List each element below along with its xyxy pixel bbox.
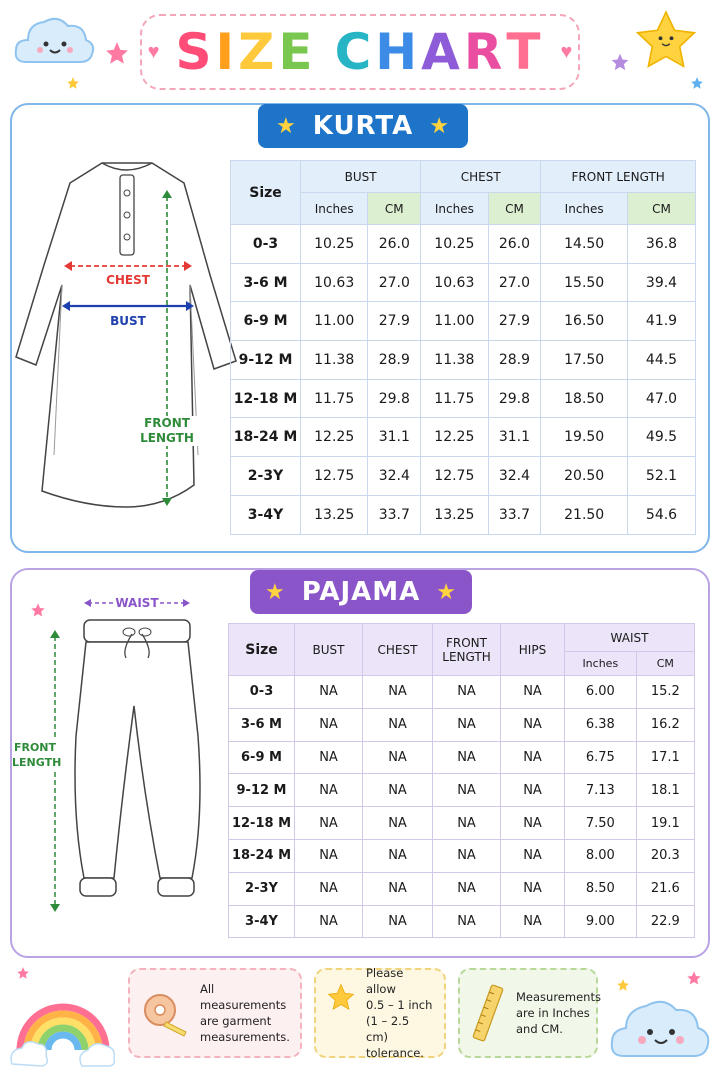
value-cell: 33.7 (488, 495, 541, 534)
kurta-illustration (14, 155, 240, 525)
size-cell: 18-24 M (231, 418, 301, 457)
size-cell: 0-3 (229, 676, 295, 709)
table-row (231, 418, 696, 457)
value-cell: NA (501, 708, 565, 741)
value-cell: NA (363, 839, 433, 872)
value-cell: NA (501, 839, 565, 872)
value-cell: 20.50 (541, 457, 628, 496)
cm-subheader: CM (636, 652, 694, 676)
value-cell: 8.50 (565, 872, 637, 905)
cm-subheader: CM (488, 193, 541, 225)
purple-star-icon (610, 52, 630, 72)
value-cell: 16.2 (636, 708, 694, 741)
value-cell: 16.50 (541, 302, 628, 341)
star-icon: ★ (436, 579, 458, 605)
table-row (229, 741, 695, 774)
value-cell: 28.9 (368, 341, 421, 380)
size-cell: 2-3Y (229, 872, 295, 905)
table-row (229, 708, 695, 741)
star-icon: ★ (264, 579, 286, 605)
value-cell: 9.00 (565, 905, 637, 938)
value-cell: NA (363, 774, 433, 807)
value-cell: 27.9 (488, 302, 541, 341)
chest-header: CHEST (363, 624, 433, 676)
chest-label: CHEST (106, 273, 150, 287)
value-cell: NA (501, 741, 565, 774)
value-cell: 7.50 (565, 807, 637, 840)
value-cell: 6.75 (565, 741, 637, 774)
value-cell: 29.8 (368, 379, 421, 418)
size-cell: 0-3 (231, 225, 301, 264)
value-cell: NA (433, 741, 501, 774)
table-row (231, 225, 696, 264)
value-cell: 8.00 (565, 839, 637, 872)
value-cell: 10.63 (301, 263, 368, 302)
value-cell: 49.5 (628, 418, 696, 457)
value-cell: 15.2 (636, 676, 694, 709)
bust-arrow (62, 299, 194, 313)
table-row (231, 302, 696, 341)
value-cell: 13.25 (421, 495, 488, 534)
blue-star-small-icon (690, 76, 704, 90)
front-length-header: FRONT LENGTH (433, 624, 501, 676)
inches-subheader: Inches (421, 193, 488, 225)
value-cell: 11.00 (301, 302, 368, 341)
value-cell: 31.1 (368, 418, 421, 457)
value-cell: NA (295, 872, 363, 905)
table-row (229, 839, 695, 872)
size-cell: 18-24 M (229, 839, 295, 872)
value-cell: 11.38 (421, 341, 488, 380)
title-frame (140, 14, 580, 90)
value-cell: 12.25 (301, 418, 368, 457)
value-cell: 13.25 (301, 495, 368, 534)
inches-subheader: Inches (301, 193, 368, 225)
value-cell: 32.4 (368, 457, 421, 496)
size-cell: 3-6 M (229, 708, 295, 741)
value-cell: NA (433, 872, 501, 905)
pajama-size-table (228, 623, 695, 938)
rainbow-icon (10, 984, 116, 1068)
title-letter: H (375, 23, 422, 81)
value-cell: NA (433, 676, 501, 709)
cm-subheader: CM (628, 193, 696, 225)
table-row (231, 457, 696, 496)
size-cell: 3-4Y (229, 905, 295, 938)
inches-subheader: Inches (541, 193, 628, 225)
value-cell: NA (295, 708, 363, 741)
table-row (231, 379, 696, 418)
value-cell: 10.63 (421, 263, 488, 302)
kurta-size-table (230, 160, 696, 535)
value-cell: 20.3 (636, 839, 694, 872)
table-row (231, 263, 696, 302)
value-cell: NA (295, 741, 363, 774)
value-cell: NA (433, 807, 501, 840)
title-letter: T (506, 23, 545, 81)
table-row (229, 807, 695, 840)
value-cell: 6.38 (565, 708, 637, 741)
size-cell: 3-6 M (231, 263, 301, 302)
bust-header: BUST (301, 161, 421, 193)
pink-star-icon (686, 970, 702, 986)
value-cell: 12.75 (421, 457, 488, 496)
value-cell: NA (501, 774, 565, 807)
value-cell: 15.50 (541, 263, 628, 302)
value-cell: NA (501, 872, 565, 905)
star-icon: ★ (429, 113, 450, 139)
value-cell: 26.0 (488, 225, 541, 264)
value-cell: 22.9 (636, 905, 694, 938)
inches-subheader: Inches (565, 652, 637, 676)
value-cell: 14.50 (541, 225, 628, 264)
value-cell: NA (295, 774, 363, 807)
size-cell: 12-18 M (229, 807, 295, 840)
value-cell: NA (501, 807, 565, 840)
value-cell: 33.7 (368, 495, 421, 534)
cloud-face-icon (608, 990, 712, 1062)
value-cell: 12.75 (301, 457, 368, 496)
front-length-header: FRONT LENGTH (541, 161, 696, 193)
value-cell: 21.6 (636, 872, 694, 905)
size-cell: 2-3Y (231, 457, 301, 496)
pink-star-icon (30, 602, 46, 618)
table-row (231, 341, 696, 380)
value-cell: NA (363, 872, 433, 905)
value-cell: 17.1 (636, 741, 694, 774)
cm-subheader: CM (368, 193, 421, 225)
value-cell: 11.00 (421, 302, 488, 341)
value-cell: NA (433, 708, 501, 741)
title-letter: C (334, 23, 376, 81)
value-cell: 54.6 (628, 495, 696, 534)
title-letter: I (215, 23, 239, 81)
yellow-star-small-icon (66, 76, 80, 90)
heart-icon: ♥ (147, 40, 160, 63)
value-cell: 47.0 (628, 379, 696, 418)
value-cell: 32.4 (488, 457, 541, 496)
value-cell: NA (295, 676, 363, 709)
value-cell: 39.4 (628, 263, 696, 302)
size-cell: 6-9 M (229, 741, 295, 774)
front-length-label: FRONT LENGTH (136, 416, 198, 446)
title-letter: Z (238, 23, 279, 81)
size-cell: 3-4Y (231, 495, 301, 534)
value-cell: 36.8 (628, 225, 696, 264)
pajama-illustration (62, 616, 212, 916)
bust-label: BUST (110, 314, 146, 328)
table-row (229, 774, 695, 807)
value-cell: NA (433, 839, 501, 872)
size-header: Size (229, 624, 295, 676)
value-cell: 31.1 (488, 418, 541, 457)
value-cell: 11.75 (421, 379, 488, 418)
size-header: Size (231, 161, 301, 225)
value-cell: 11.75 (301, 379, 368, 418)
table-row (229, 872, 695, 905)
value-cell: NA (363, 708, 433, 741)
chest-header: CHEST (421, 161, 541, 193)
pajama-front-length-arrow (48, 630, 62, 912)
pink-star-icon (104, 40, 130, 66)
value-cell: 7.13 (565, 774, 637, 807)
value-cell: NA (295, 905, 363, 938)
value-cell: 41.9 (628, 302, 696, 341)
pajama-front-length-label: FRONT LENGTH (12, 741, 62, 769)
value-cell: NA (433, 905, 501, 938)
pink-star-icon (16, 966, 30, 980)
value-cell: NA (433, 774, 501, 807)
title-letter: S (175, 23, 216, 81)
value-cell: 19.50 (541, 418, 628, 457)
value-cell: 28.9 (488, 341, 541, 380)
value-cell: 6.00 (565, 676, 637, 709)
value-cell: NA (363, 676, 433, 709)
value-cell: 26.0 (368, 225, 421, 264)
pajama-title: PAJAMA (301, 577, 421, 607)
ruler-icon (470, 983, 506, 1043)
star-icon: ★ (276, 113, 297, 139)
size-cell: 6-9 M (231, 302, 301, 341)
value-cell: 10.25 (421, 225, 488, 264)
title-letter: R (463, 23, 507, 81)
cloud-face-icon (12, 10, 96, 68)
value-cell: 11.38 (301, 341, 368, 380)
value-cell: 52.1 (628, 457, 696, 496)
value-cell: 27.0 (368, 263, 421, 302)
kurta-title: KURTA (312, 111, 414, 141)
bust-header: BUST (295, 624, 363, 676)
value-cell: NA (363, 807, 433, 840)
value-cell: NA (501, 905, 565, 938)
heart-icon: ♥ (560, 40, 573, 63)
note-garment-measurements: All measurements are garment measurements. (128, 968, 302, 1058)
size-cell: 9-12 M (229, 774, 295, 807)
smiling-star-icon (632, 8, 700, 74)
value-cell: 27.0 (488, 263, 541, 302)
hips-header: HIPS (501, 624, 565, 676)
waist-header: WAIST (565, 624, 695, 652)
value-cell: 12.25 (421, 418, 488, 457)
page-title (176, 23, 545, 81)
note-units: Measurements are in Inches and CM. (458, 968, 598, 1058)
star-icon (326, 982, 356, 1012)
value-cell: NA (295, 839, 363, 872)
note-tolerance: Please allow 0.5 – 1 inch (1 – 2.5 cm) tolerance. (314, 968, 446, 1058)
value-cell: 18.50 (541, 379, 628, 418)
pajama-banner (250, 570, 472, 614)
value-cell: 19.1 (636, 807, 694, 840)
value-cell: NA (501, 676, 565, 709)
value-cell: NA (363, 741, 433, 774)
waist-label: WAIST (115, 596, 159, 610)
value-cell: 21.50 (541, 495, 628, 534)
title-letter: A (421, 23, 464, 81)
value-cell: 44.5 (628, 341, 696, 380)
value-cell: NA (295, 807, 363, 840)
title-letter: E (278, 23, 317, 81)
table-row (229, 905, 695, 938)
table-row (231, 495, 696, 534)
value-cell: 27.9 (368, 302, 421, 341)
table-row (229, 676, 695, 709)
kurta-banner (258, 104, 468, 148)
value-cell: 29.8 (488, 379, 541, 418)
size-cell: 9-12 M (231, 341, 301, 380)
measuring-tape-icon (140, 988, 190, 1038)
value-cell: 17.50 (541, 341, 628, 380)
size-cell: 12-18 M (231, 379, 301, 418)
value-cell: 18.1 (636, 774, 694, 807)
value-cell: NA (363, 905, 433, 938)
value-cell: 10.25 (301, 225, 368, 264)
front-length-arrow (160, 190, 174, 506)
